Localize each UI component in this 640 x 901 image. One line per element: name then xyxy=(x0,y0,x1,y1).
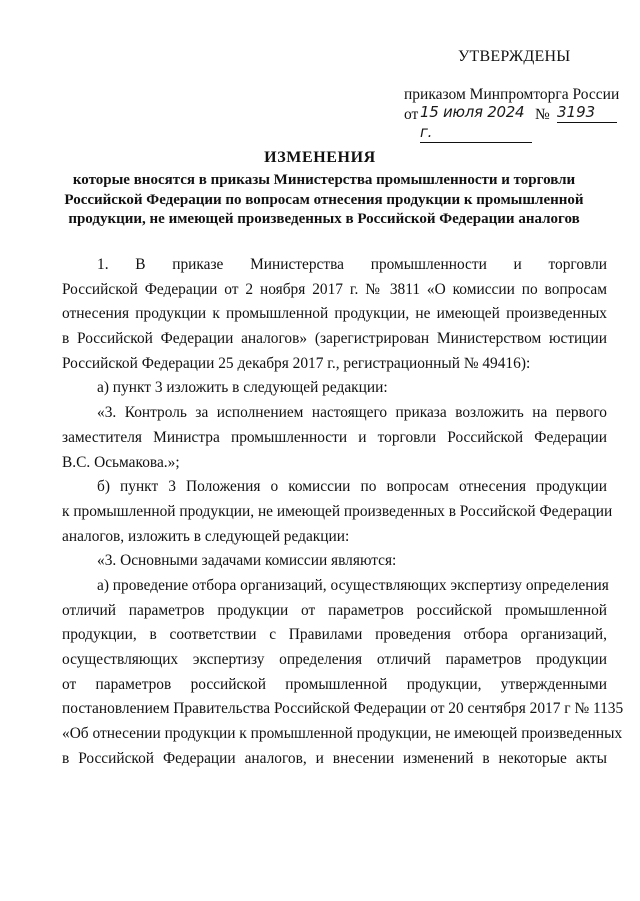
body-line: В.С. Осьмакова.»; xyxy=(62,453,180,471)
body-line: заместителя Министра промышленности и торговли Российской Федерации xyxy=(62,428,607,446)
subtitle-line: Российской Федерации по вопросам отнесения продукции к промышленной xyxy=(64,191,584,208)
document-subtitle xyxy=(44,171,604,230)
body-line: Российской Федерации 25 декабря 2017 г., регистрационный № 49416): xyxy=(62,354,531,372)
body-line: к промышленной продукции, не имеющей произведенных в Российской Федерации xyxy=(62,502,613,520)
body-line: постановлением Правительства Российской Федерации от 20 сентября 2017 г № 1135 xyxy=(62,700,624,718)
subtitle-line: продукции, не имеющей произведенных в Российской Федерации аналогов xyxy=(68,211,580,228)
body-line: «Об отнесении продукции к промышленной продукции, не имеющей произведенных xyxy=(62,725,623,743)
date-prefix: от xyxy=(404,106,419,123)
body-line: аналогов, изложить в следующей редакции: xyxy=(62,527,350,545)
approval-stamp-title: УТВЕРЖДЕНЫ xyxy=(458,48,571,65)
body-line: в Российской Федерации аналогов, и внесении изменений в некоторые акты xyxy=(62,749,607,767)
handwritten-order-number: 3193 xyxy=(557,102,617,123)
body-line: 1. В приказе Министерства промышленности и торговли xyxy=(97,256,607,273)
body-line: «3. Контроль за исполнением настоящего приказа возложить на первого xyxy=(97,404,607,422)
body-line: отнесения продукции к промышленной продукции, не имеющей произведенных xyxy=(62,305,607,323)
body-line: б) пункт 3 Положения о комиссии по вопросам отнесения продукции xyxy=(97,478,607,496)
handwritten-date: 15 июля 2024 г. xyxy=(420,102,532,143)
approval-order-text: приказом Минпромторга России xyxy=(404,86,620,103)
body-line: «3. Основными задачами комиссии являются: xyxy=(97,552,397,570)
body-line: осуществляющих экспертизу определения отличий параметров продукции xyxy=(62,651,607,668)
body-line: а) пункт 3 изложить в следующей редакции: xyxy=(97,379,388,397)
document-title: ИЗМЕНЕНИЯ xyxy=(264,149,376,166)
number-sign: № xyxy=(535,106,550,123)
approval-order-date-line xyxy=(404,103,624,141)
body-line: в Российской Федерации аналогов» (зарегистрирован Министерством юстиции xyxy=(62,330,607,348)
body-line: от параметров российской промышленной продукции, утвержденными xyxy=(62,675,607,693)
body-line: а) проведение отбора организаций, осуществляющих экспертизу определения xyxy=(97,576,609,594)
body-line: отличий параметров продукции от параметров российской промышленной xyxy=(62,601,607,619)
subtitle-line: которые вносятся в приказы Министерства промышленности и торговли xyxy=(72,172,576,188)
document-body xyxy=(62,253,624,771)
body-line: Российской Федерации от 2 ноября 2017 г. № 3811 «О комиссии по вопросам xyxy=(62,280,607,298)
body-line: продукции, в соответствии с Правилами проведения отбора организаций, xyxy=(62,626,607,644)
